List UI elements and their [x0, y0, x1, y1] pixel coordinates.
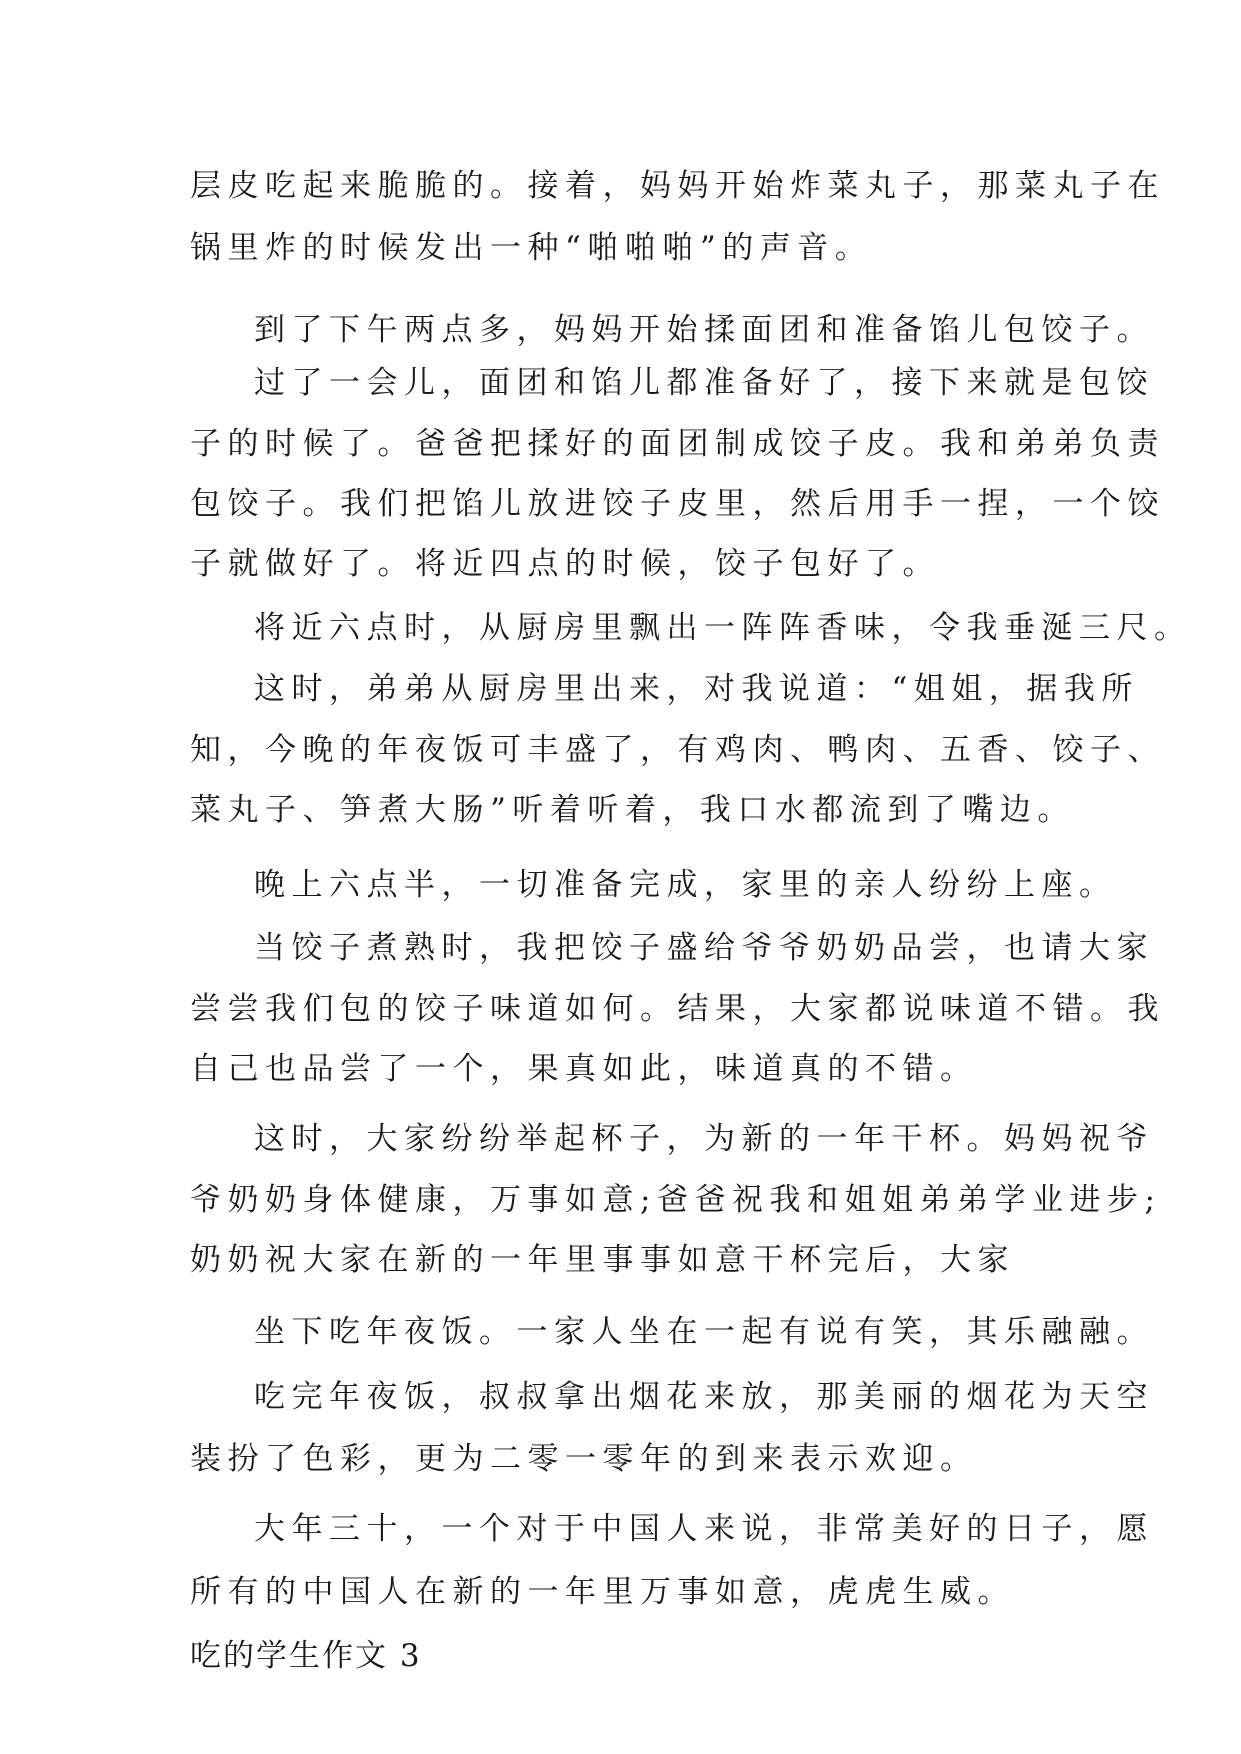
text-line: 包饺子。我们把馅儿放进饺子皮里，然后用手一捏，一个饺 — [190, 486, 1165, 522]
paragraph-line: 将近六点时，从厨房里飘出一阵阵香味，令我垂涎三尺。 — [254, 610, 1192, 646]
paragraph-line: 晚上六点半，一切准备完成，家里的亲人纷纷上座。 — [254, 867, 1117, 903]
text-line: 锅里炸的时候发出一种“啪啪啪”的声音。 — [190, 230, 873, 266]
text-line: 子就做好了。将近四点的时候，饺子包好了。 — [190, 546, 940, 582]
paragraph-line: 过了一会儿，面团和馅儿都准备好了，接下来就是包饺 — [254, 365, 1154, 401]
paragraph-line: 当饺子煮熟时，我把饺子盛给爷爷奶奶品尝，也请大家 — [254, 930, 1154, 966]
text-line: 尝尝我们包的饺子味道如何。结果，大家都说味道不错。我 — [190, 991, 1165, 1027]
text-line: 所有的中国人在新的一年里万事如意，虎虎生威。 — [190, 1574, 1015, 1610]
text-line: 自己也品尝了一个，果真如此，味道真的不错。 — [190, 1051, 978, 1087]
paragraph-line: 吃完年夜饭，叔叔拿出烟花来放，那美丽的烟花为天空 — [254, 1379, 1154, 1415]
text-line: 层皮吃起来脆脆的。接着，妈妈开始炸菜丸子，那菜丸子在 — [190, 168, 1165, 204]
text-line: 装扮了色彩，更为二零一零年的到来表示欢迎。 — [190, 1441, 978, 1477]
section-heading: 吃的学生作文 3 — [190, 1638, 422, 1674]
text-line: 爷奶奶身体健康，万事如意;爸爸祝我和姐姐弟弟学业进步; — [190, 1182, 1162, 1218]
paragraph-line: 大年三十，一个对于中国人来说，非常美好的日子，愿 — [254, 1511, 1154, 1547]
paragraph-line: 到了下午两点多，妈妈开始揉面团和准备馅儿包饺子。 — [254, 312, 1154, 348]
text-line: 子的时候了。爸爸把揉好的面团制成饺子皮。我和弟弟负责 — [190, 426, 1165, 462]
paragraph-line: 这时，大家纷纷举起杯子，为新的一年干杯。妈妈祝爷 — [254, 1121, 1154, 1157]
text-line: 知，今晚的年夜饭可丰盛了，有鸡肉、鸭肉、五香、饺子、 — [190, 732, 1165, 768]
text-line: 菜丸子、笋煮大肠”听着听着，我口水都流到了嘴边。 — [190, 792, 1075, 828]
paragraph-line: 坐下吃年夜饭。一家人坐在一起有说有笑，其乐融融。 — [254, 1314, 1154, 1350]
text-line: 奶奶祝大家在新的一年里事事如意干杯完后，大家 — [190, 1242, 1015, 1278]
paragraph-line: 这时，弟弟从厨房里出来，对我说道：“姐姐，据我所 — [254, 671, 1139, 707]
